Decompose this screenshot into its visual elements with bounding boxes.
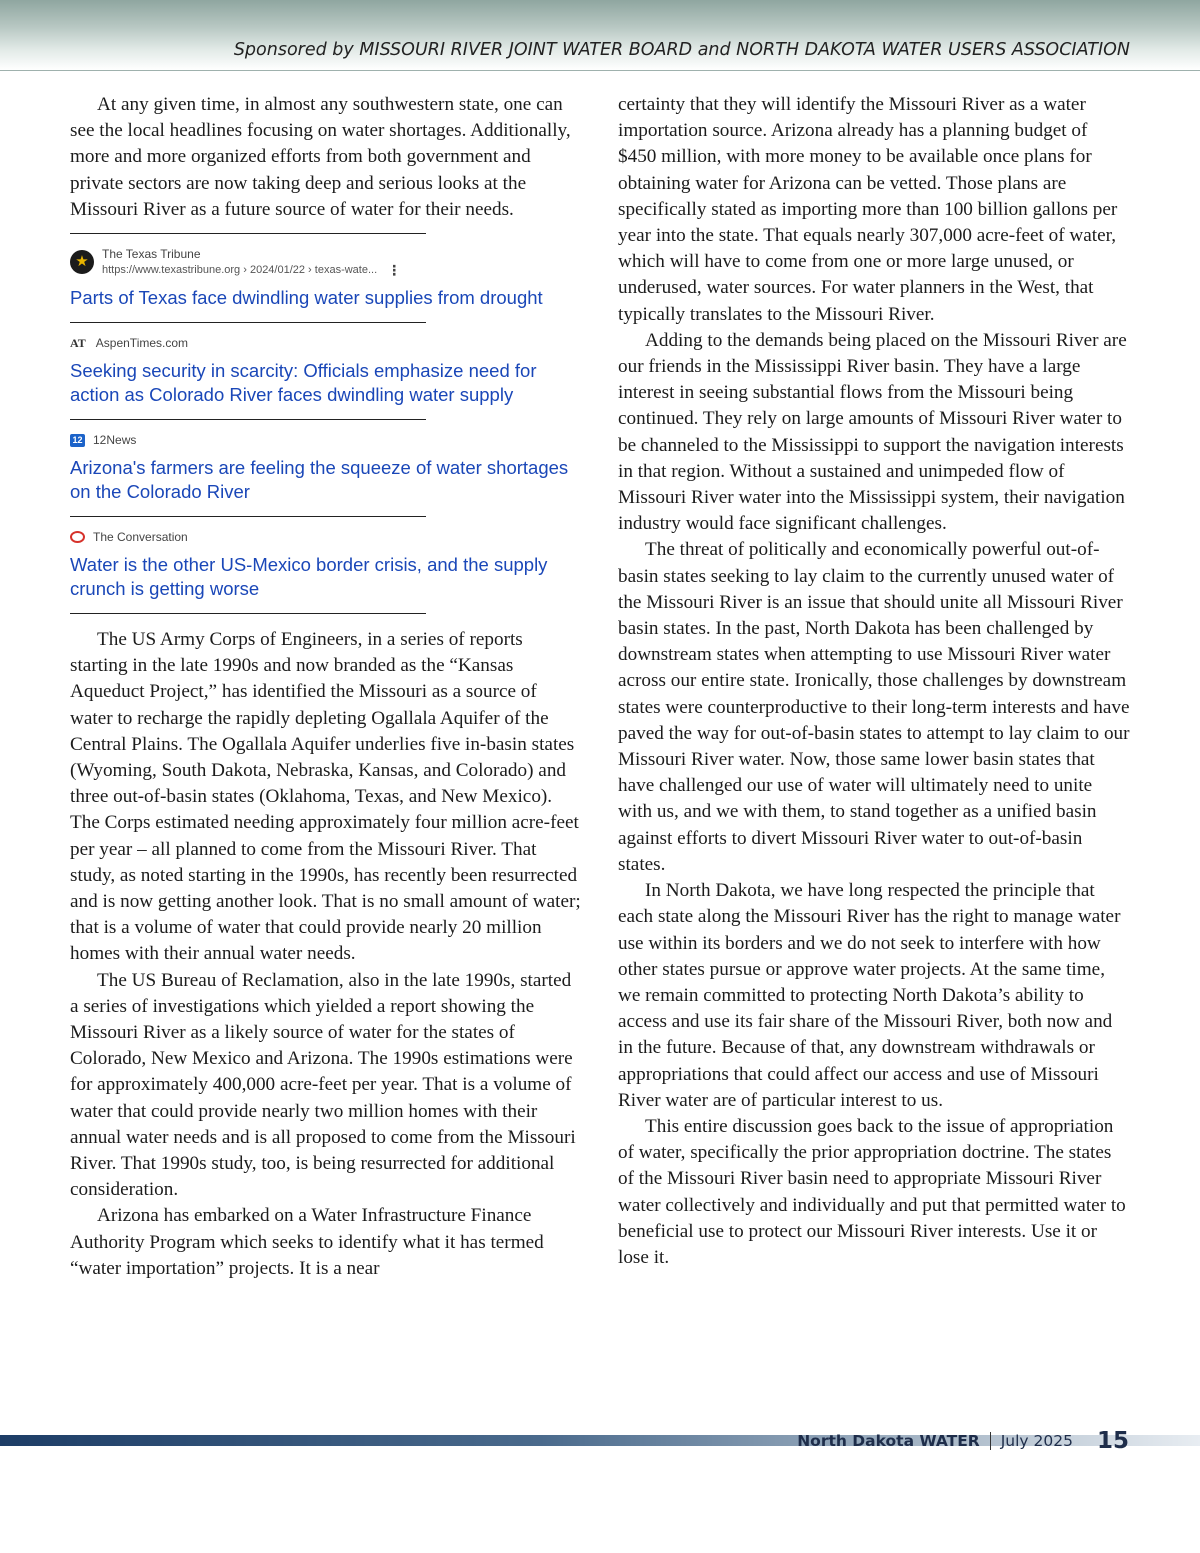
headline-12news[interactable] [70,420,582,516]
headline-source: AspenTimes.com [95,336,189,351]
intro-paragraph: At any given time, in almost any southwestern state, one can see the local headlines focusing on water shortages. Additionally, more and more organized efforts from both government and private sectors are now taking deep and serious looks at the Missouri River as a future source of water for their needs. [70,94,571,220]
headline-url[interactable]: https://www.texastribune.org › 2024/01/22 › texas-wate... [102,264,378,277]
aspen-times-logo-icon: AT [70,336,86,351]
headline-source: The Conversation [93,530,188,545]
sponsor-band [0,0,1200,71]
12news-logo-icon: 12 [70,434,85,447]
body-paragraph: The threat of politically and economically powerful out-of-basin states seeking to lay claim to the currently unused water of the Missouri River is an issue that should unite all Missouri River basin states. In the past, North Dakota has been challenged by downstream states when attempting to use Missouri River water across our entire state. Ironically, those challenges by downstream states were counterproductive to their long-term interests and have paved the way for out-of-basin states to attempt to lay claim to our Missouri River water. Now, those same lower basin states that have challenged our use of water will ultimately need to unite with us, and we with them, to stand together as a unified basin against efforts to divert Missouri River water to out-of-basin states. [618,539,1130,875]
headline-the-conversation[interactable] [70,517,582,613]
headline-source: 12News [93,433,137,448]
headline-title[interactable]: Water is the other US-Mexico border crisis, and the supply crunch is getting worse [70,554,548,600]
body-paragraph: The US Army Corps of Engineers, in a series of reports starting in the late 1990s and now branded as the “Kansas Aqueduct Project,” has identified the Missouri as a source of water to recharge the rapidly depleting Ogallala Aquifer of the Central Plains. The Ogallala Aquifer underlies five in-basin states (Wyoming, South Dakota, Nebraska, Kansas, and Colorado) and three out-of-basin states (Oklahoma, Texas, and New Mexico). The Corps estimated needing approximately four million acre-feet per year – all planned to come from the Missouri River. That study, as noted starting in the 1990s, has recently been resurrected and is now getting another look. That is no small amount of water; that is a volume of water that could provide nearly 20 million homes with their annual water needs. [70,629,581,965]
headline-texas-tribune[interactable] [70,234,582,322]
sponsor-line: Sponsored by MISSOURI RIVER JOINT WATER BOARD and NORTH DAKOTA WATER USERS ASSOCIATION [233,40,1130,60]
headline-title[interactable]: Arizona's farmers are feeling the squeeze of water shortages on the Colorado River [70,457,569,503]
page-number: 15 [1096,1428,1129,1454]
right-column [618,92,1130,1271]
body-paragraph: Adding to the demands being placed on the Missouri River are our friends in the Mississippi River basin. They have a large interest in seeing substantial flows from the Missouri being continued. They rely on large amounts of Missouri River water to be channeled to the Mississippi to support the navigation interests in that region. Without a sustained and unimpeded flow of Missouri River water into the Mississippi system, their navigation industry would face significant challenges. [618,329,1127,535]
divider [70,613,426,614]
headline-aspen-times[interactable] [70,323,582,419]
body-paragraph: The US Bureau of Reclamation, also in the late 1990s, started a series of investigations which yielded a report showing the Missouri River as a likely source of water for the states of Colorado, New Mexico and Arizona. The 1990s estimations were for approximately 400,000 acre-feet per year. That is a volume of water that could provide nearly two million homes with their annual water needs and is all proposed to come from the Missouri River. That 1990s study, too, is being resurrected for additional consideration. [70,969,576,1201]
body-paragraph: Arizona has embarked on a Water Infrastructure Finance Authority Program which seeks to identify what it has termed “water importation” projects. It is a near [70,1205,544,1279]
page-footer [797,1426,1129,1456]
left-column [70,92,582,1282]
footer-separator [990,1432,991,1450]
continued-paragraph: certainty that they will identify the Missouri River as a water importation source. Arizona already has a planning budget of $450 million, with more money to be available once plans for obtaining water for Arizona can be vetted. Those plans are specifically stated as importing more than 100 billion gallons per year into the state. That equals nearly 307,000 acre-feet of water, which will have to come from one or more large unused, or underused, water sources. For water planners in the West, that typically translates to the Missouri River. [618,94,1118,325]
body-paragraph: In North Dakota, we have long respected the principle that each state along the Missouri River has the right to manage water use within its borders and we do not seek to interfere with how other states pursue or approve water projects. At the same time, we remain committed to protecting North Dakota’s ability to access and use its fair share of the Missouri River, both now and in the future. Because of that, any downstream withdrawals or appropriations that could affect our access and use of Missouri River water are of particular interest to us. [618,880,1121,1111]
headline-title[interactable]: Parts of Texas face dwindling water supplies from drought [70,287,543,309]
magazine-name: North Dakota WATER [797,1432,980,1450]
conversation-bubble-icon [70,531,85,543]
more-options-icon[interactable]: ⋮ [387,262,402,279]
issue-date: July 2025 [1000,1432,1073,1450]
headline-collage [70,233,582,614]
texas-tribune-logo-icon [70,250,94,274]
headline-title[interactable]: Seeking security in scarcity: Officials emphasize need for action as Colorado River faces dwindling water supply [70,360,537,406]
body-paragraph: This entire discussion goes back to the issue of appropriation of water, specifically the prior appropriation doctrine. The states of the Missouri River basin need to appropriate Missouri River water collectively and individually and put that permitted water to beneficial use to protect our Missouri River interests. Use it or lose it. [618,1115,1126,1268]
headline-source: The Texas Tribune [102,247,201,262]
